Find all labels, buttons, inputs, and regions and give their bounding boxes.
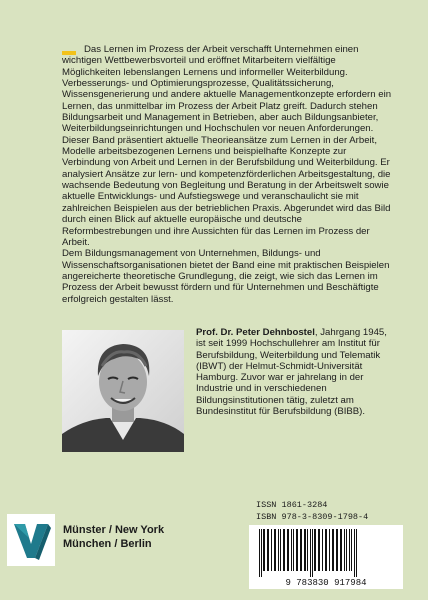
publisher-logo [7, 514, 55, 566]
author-portrait-image [62, 330, 184, 452]
barcode-bar [312, 529, 313, 577]
barcode-image [249, 525, 403, 589]
author-bio [196, 327, 391, 417]
publisher-cities [63, 524, 164, 551]
barcode-bar [332, 529, 334, 571]
author-portrait [62, 330, 184, 452]
barcode-bar [267, 529, 269, 571]
barcode-bar [278, 529, 279, 571]
barcode-number: 9 783830 917984 [285, 578, 367, 588]
blurb-paragraph-1: Das Lernen im Prozess der Arbeit verschafft Unternehmen einen wichtigen Wettbewerbsvorteil und eröffnet Mitarbeitern vielfältige Möglichkeiten lebenslangen Lernens und informeller Weiterbildung. Verbesserungs- und Optimierungsprozesse, Qualitätssicherung, Wissensgenerierung und andere aktuelle Managementkonzepte erfordern ein Lernen, das unmittelbar im Prozess der Arbeit Platz greift. Dadurch stehen Bildungsarbeit und Management in Betrieben, aber auch Bildungsanbieter, Weiterbildungseinrichtungen und Hochschulen vor neuen Anforderungen. [62, 44, 392, 135]
barcode [249, 525, 403, 589]
barcode-bar [287, 529, 289, 571]
barcode-bar [296, 529, 298, 571]
blurb-text [62, 44, 392, 305]
barcode-bar [293, 529, 294, 571]
barcode-bar [261, 529, 262, 577]
author-bio-text: , Jahrgang 1945, ist seit 1999 Hochschullehrer am Institut für Berufsbildung, Weiterbildung und Telematik (IBWT) der Helmut-Schmidt-Universität Hamburg. Zuvor war er jahrelang in der Industrie und in verschiedenen Bildungsinstitutionen tätig, zuletzt am Bundesinstitut für Berufsbildung (BIBB). [196, 327, 387, 418]
barcode-bar [356, 529, 357, 577]
barcode-bar [304, 529, 306, 571]
barcode-bar [259, 529, 260, 577]
barcode-bar [344, 529, 345, 571]
barcode-bar [300, 529, 302, 571]
barcode-bar [322, 529, 323, 571]
barcode-bar [354, 529, 355, 577]
barcode-bar [263, 529, 265, 571]
barcode-bar [329, 529, 330, 571]
barcode-bar [340, 529, 342, 571]
barcode-bar [271, 529, 272, 571]
barcode-bar [283, 529, 285, 571]
barcode-bar [307, 529, 308, 571]
barcode-bar [274, 529, 276, 571]
barcode-bar [280, 529, 281, 571]
barcode-bar [336, 529, 338, 571]
isbn-block [256, 499, 368, 523]
barcode-bar [349, 529, 350, 571]
barcode-bar [314, 529, 316, 571]
barcode-bar [318, 529, 320, 571]
barcode-bar [310, 529, 311, 577]
blurb-paragraph-2: Dieser Band präsentiert aktuelle Theorieansätze zum Lernen in der Arbeit, Modelle arbeitsbezogenen Lernens und beispielhafte Konzepte zur Verbindung von Arbeit und Lernen in der Berufsbildung und Weiterbildung. Er analysiert Ansätze zur lern- und kompetenzförderlichen Arbeitsgestaltung, die wachsende Bedeutung von Begleitung und Beratung in der Arbeitswelt sowie aktuelle Entwicklungs- und Aufstiegswege und veranschaulicht sie mit zahlreichen Beispielen aus der betrieblichen Praxis. Abgerundet wird das Bild durch einen Blick auf aktuelle europäische und deutsche Reformbestrebungen und ihre Aussichten für das Lernen im Prozess der Arbeit. [62, 134, 391, 248]
isbn-text: ISBN 978-3-8309-1798-4 [256, 512, 369, 522]
blurb-paragraph-3: Dem Bildungsmanagement von Unternehmen, Bildungs- und Wissenschaftsorganisationen bietet der Band eine mit praktischen Beispielen angereicherte theoretische Grundlegung, die zeigt, wie sich das Lernen im Prozess der Arbeit bewusst fördern und für Unternehmen und Beschäftigte erfolgreich gestalten lässt. [62, 248, 390, 305]
barcode-bar [351, 529, 352, 571]
barcode-bar [346, 529, 347, 571]
author-name: Prof. Dr. Peter Dehnbostel [196, 327, 315, 338]
issn-text: ISSN 1861-3284 [256, 500, 328, 510]
publisher-line-1: Münster / New York [63, 524, 165, 536]
publisher-line-2: München / Berlin [63, 537, 152, 550]
waxmann-logo-icon [7, 514, 55, 566]
barcode-bar [291, 529, 292, 571]
barcode-bar [325, 529, 327, 571]
